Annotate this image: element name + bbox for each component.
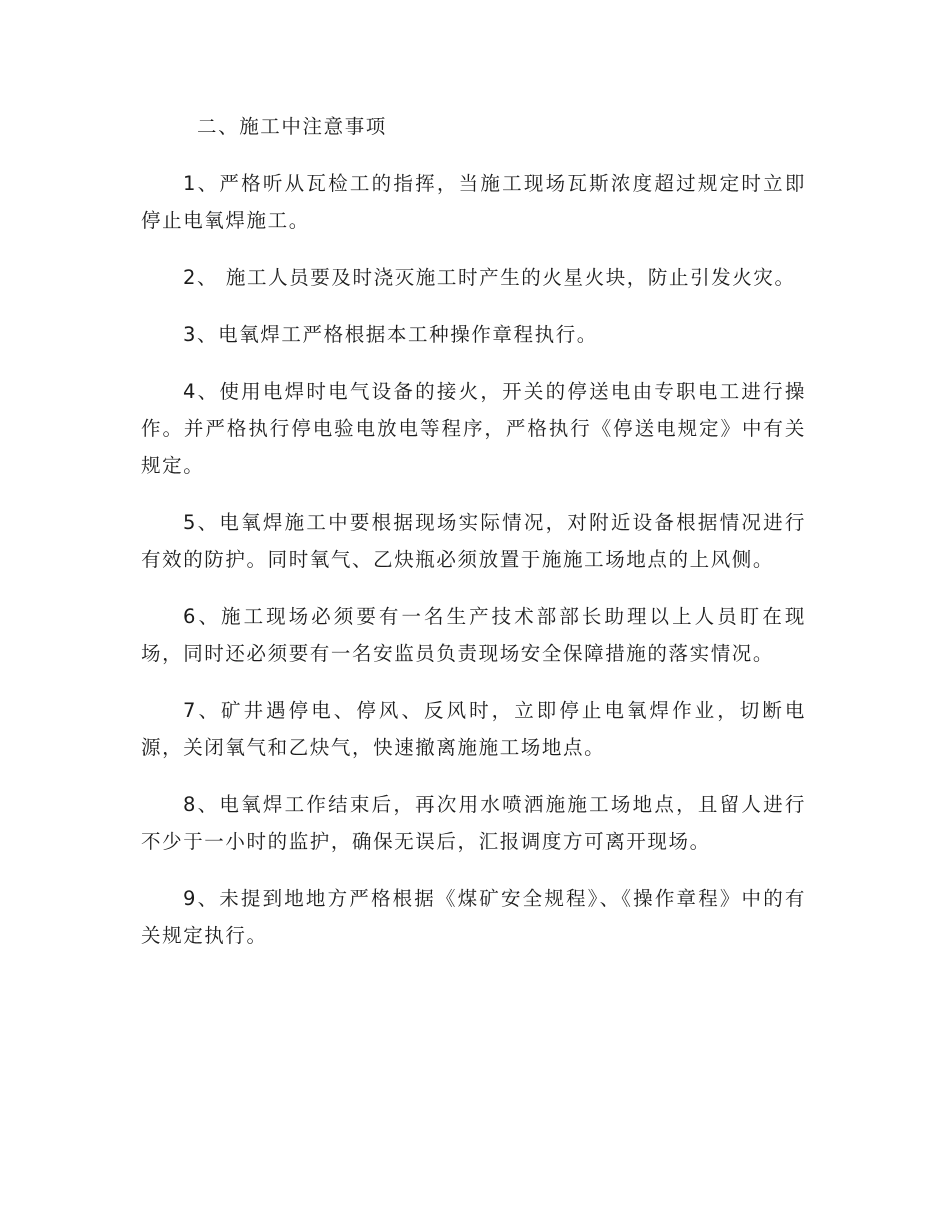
list-item: 4、使用电焊时电气设备的接火，开关的停送电由专职电工进行操作。并严格执行停电验电放电等程序，严格执行《停送电规定》中有关规定。 — [141, 380, 806, 477]
list-item: 5、电氧焊施工中要根据现场实际情况，对附近设备根据情况进行有效的防护。同时氧气、乙炔瓶必须放置于施施工场地点的上风侧。 — [141, 511, 806, 571]
list-item: 8、电氧焊工作结束后，再次用水喷洒施施工场地点，且留人进行不少于一小时的监护，确保无误后，汇报调度方可离开现场。 — [141, 793, 806, 853]
list-item: 7、矿井遇停电、停风、反风时，立即停止电氧焊作业，切断电源，关闭氧气和乙炔气，快速撤离施施工场地点。 — [141, 699, 806, 759]
list-item: 1、严格听从瓦检工的指挥，当施工现场瓦斯浓度超过规定时立即停止电氧焊施工。 — [141, 172, 806, 232]
list-item: 6、施工现场必须要有一名生产技术部部长助理以上人员盯在现场，同时还必须要有一名安监员负责现场安全保障措施的落实情况。 — [141, 605, 806, 665]
list-item: 3、电氧焊工严格根据本工种操作章程执行。 — [183, 323, 598, 346]
list-item: 9、未提到地地方严格根据《煤矿安全规程》、《操作章程》中的有关规定执行。 — [141, 887, 806, 947]
section-heading: 二、施工中注意事项 — [197, 115, 387, 138]
list-item: 2、 施工人员要及时浇灭施工时产生的火星火块，防止引发火灾。 — [183, 266, 796, 289]
document-body — [141, 108, 806, 974]
